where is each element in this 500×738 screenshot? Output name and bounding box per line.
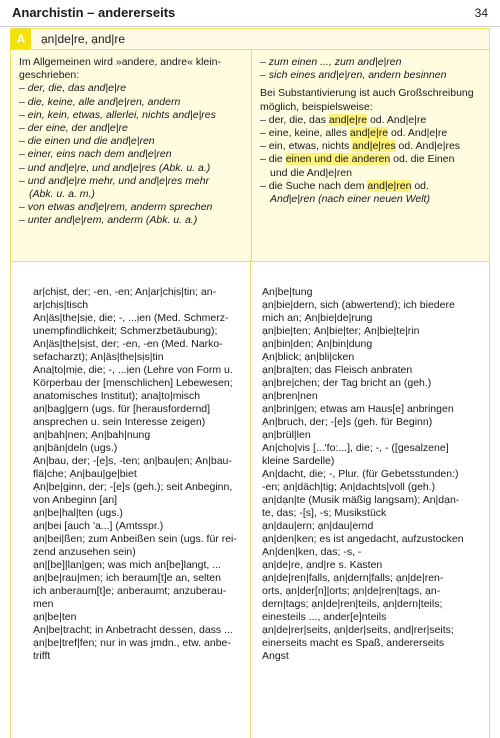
page-header — [0, 0, 500, 27]
entry-line: Ạn|blick; ạn|bli|cken — [262, 351, 355, 363]
entry-line: ạn|bie|dern, sich (abwertend); ich biedere — [262, 299, 455, 311]
entry-line: kleine Sardelle) — [262, 455, 335, 467]
entry-line: ar|chịs|tisch — [33, 299, 89, 311]
entry-line: ạn|brin|gen; etwas am Haus[e] anbringen — [262, 403, 454, 415]
box-line: – einer, eins nach dem and|e|ren — [19, 148, 172, 161]
entry-line: dern|tags; ạn|de|ren|teils, ạn|dern|teils; — [262, 598, 443, 610]
box-line: Im Allgemeinen wird »andere, andre« klein- — [19, 56, 221, 68]
box-line: und die And|e|ren — [270, 166, 352, 179]
box-line: – ein, etwas, nichts and|e|res od. And|e|res — [260, 140, 461, 153]
entry-line: einerseits macht es Spaß, andererseits — [262, 637, 445, 649]
entry-line: zend anzusehen sein) — [33, 546, 136, 558]
entry-line: Angst — [262, 650, 289, 662]
entry-line: ạn|de|ren|falls, ạn|dern|falls; ạn|de|ren- — [262, 572, 444, 584]
entry-line: An|äs|the|sịst, der; -en, -en (Med. Narko- — [33, 338, 223, 350]
entry-line: ạn|dau|ern; ạn|dau|ernd — [262, 520, 374, 532]
highlight: and|e|ren — [367, 179, 412, 192]
box-line: Bei Substantivierung ist auch Großschreibung — [260, 87, 474, 100]
entry-line: ạn|[be]|lan|gen; was mich an[be]langt, ... — [33, 559, 221, 571]
entry-line: ạn|bre|chen; der Tag bricht an (geh.) — [262, 377, 432, 389]
box-line: – die einen und die and|e|ren — [19, 135, 155, 148]
entry-line: Ạn|bau, der; -[e]s, -ten; ạn|bau|en; Ạn|bau- — [33, 455, 232, 467]
entry-line: ạn|be|rau|men; ich beraum[t]e an, selten — [33, 572, 221, 584]
entry-line: Ạn|bruch, der; -[e]s (geh. für Beginn) — [262, 416, 433, 428]
box-line: – sich eines and|e|ren, andern besinnen — [260, 69, 447, 82]
box-line: – die einen und die anderen od. die Einen — [260, 153, 455, 166]
entry-line: an|bei [auch 'a...] (Amtsspr.) — [33, 520, 164, 532]
entry-line: mich an; Ạn|bie|de|rung — [262, 312, 373, 324]
box-line: möglich, beispielsweise: — [260, 100, 373, 113]
entry-line: ar|chịst, der; -en, -en; An|ar|chịs|tin; an- — [33, 286, 217, 298]
entry-line: flä|che; Ạn|bau|ge|biet — [33, 468, 137, 480]
entry-line: ạn|bän|deln (ugs.) — [33, 442, 118, 454]
usage-box-header — [11, 29, 489, 50]
entry-line: Ạn|be|tung — [262, 286, 313, 298]
letter-tab: A — [11, 29, 31, 49]
entry-line: einesteils ..., ander[e]nteils — [262, 611, 387, 623]
box-keyword: ạn|de|re, ạnd|re — [41, 32, 126, 46]
entry-line: ạn|bra|ten; das Fleisch anbraten — [262, 364, 413, 376]
entry-line: te, das; -[s], -s; Musikstück — [262, 507, 387, 519]
entry-line: unempfindlichkeit; Schmerzbetäubung); — [33, 325, 218, 337]
box-line: – von etwas and|e|rem, anderm sprechen — [19, 201, 213, 214]
highlight: and|e|re — [349, 127, 389, 140]
entry-line: -en; ạn|däch|tig; Ạn|dachts|voll (geh.) — [262, 481, 436, 493]
entry-line: ansprechen u. sein Interesse zeigen) — [33, 416, 206, 428]
entry-line: ạn|be|tref|fen; nur in was jmdn., etw. anbe- — [33, 637, 231, 649]
entry-line: ạn|bie|ten; Ạn|bie|ter; Ạn|bie|te|rin — [262, 325, 420, 337]
usage-box-right-column — [252, 50, 489, 261]
highlight: and|e|re — [328, 113, 368, 126]
entry-line: ạn|bren|nen — [262, 390, 318, 402]
box-line: – die Suche nach dem and|e|ren od. — [260, 179, 429, 192]
highlight: einen und die anderen — [285, 153, 391, 166]
entry-line: ạn|bag|gern (ugs. für [herausfordernd] — [33, 403, 211, 415]
page-number: 34 — [474, 6, 488, 20]
page-title: Anarchistin – andererseits — [12, 5, 176, 20]
entry-line: Ạn|dacht, die; -, Plur. (für Gebetsstunden:) — [262, 468, 459, 480]
entry-line: ạn|de|re, ạnd|re s. Kasten — [262, 559, 383, 571]
entries-right-column — [262, 286, 486, 663]
usage-box — [10, 28, 490, 262]
entry-line: ạn|bin|den; Ạn|bin|dung — [262, 338, 373, 350]
box-line: (Abk. u. a. m.) — [29, 188, 95, 201]
entry-line: An|cho|vis [...'fo:...], die; -, - ([gesalzene] — [262, 442, 449, 454]
entry-line: ạn|de|rer|seits, ạn|der|seits, ạnd|rer|seits; — [262, 624, 454, 636]
entry-line: Ạn|be|tracht; in Anbetracht dessen, dass ... — [33, 624, 233, 636]
box-line: – zum einen ..., zum and|e|ren — [260, 56, 402, 68]
entry-line: trifft — [33, 650, 51, 662]
entry-line: Körperbau der [menschlichen] Lebewesen; — [33, 377, 233, 389]
entry-line: Ana|to|mịe, die; -, ...ịen (Lehre von Form u. — [33, 364, 233, 376]
highlight: and|e|res — [352, 140, 396, 153]
box-line: – unter and|e|rem, anderm (Abk. u. a.) — [19, 214, 198, 227]
entry-line: ạn|bah|nen; Ạn|bah|nung — [33, 429, 151, 441]
entry-line: Ạn|be|ginn, der; -[e]s (geh.); seit Anbeginn, — [33, 481, 233, 493]
box-line: – ein, kein, etwas, allerlei, nichts and|e|res — [19, 108, 216, 121]
entry-line: von Anbeginn [an] — [33, 494, 118, 506]
entry-line: ạn|be|ten — [33, 611, 77, 623]
box-line: – und and|e|re, und and|e|res (Abk. u. a.) — [19, 161, 211, 174]
box-line: – und and|e|re mehr, und and|e|res mehr — [19, 174, 210, 187]
entry-line: men — [33, 598, 54, 610]
box-line: – der eine, der and|e|re — [19, 122, 128, 135]
entry-line: ạn|be|hal|ten (ugs.) — [33, 507, 123, 519]
box-line: – der, die, das and|e|re — [19, 82, 127, 95]
box-line: – die, keine, alle and|e|ren, andern — [19, 95, 181, 108]
box-line: – der, die, das and|e|re od. And|e|re — [260, 113, 427, 126]
entries-left-column — [33, 286, 257, 663]
entry-line: sefacharzt); An|äs|the|sịs|tin — [33, 351, 164, 363]
entry-line: anatomisches Institut); ana|to|misch — [33, 390, 201, 402]
usage-box-left-column — [11, 50, 252, 261]
entry-line: ạn|bei|ßen; zum Anbeißen sein (ugs. für rei- — [33, 533, 237, 545]
entry-line: An|äs|the|sịe, die; -, ...ịen (Med. Schmerz- — [33, 312, 229, 324]
entry-line: ạn|dạn|te (Musik mäßig langsam); An|dạn- — [262, 494, 460, 506]
entry-line: ich anberaum[t]e; anberaumt; anzuberau- — [33, 585, 227, 597]
entry-line: Ạn|den|ken, das; -s, - — [262, 546, 362, 558]
entry-line: ạn|den|ken; es ist angedacht, aufzustocken — [262, 533, 464, 545]
entry-line: orts, ạn|der[n]|orts; ạn|de|ren|tags, ạn- — [262, 585, 441, 597]
box-line: – eine, keine, alles and|e|re od. And|e|re — [260, 127, 448, 140]
entry-line: ạn|brül|len — [262, 429, 311, 441]
box-line: geschrieben: — [19, 69, 80, 82]
box-line: And|e|ren (nach einer neuen Welt) — [270, 193, 430, 206]
